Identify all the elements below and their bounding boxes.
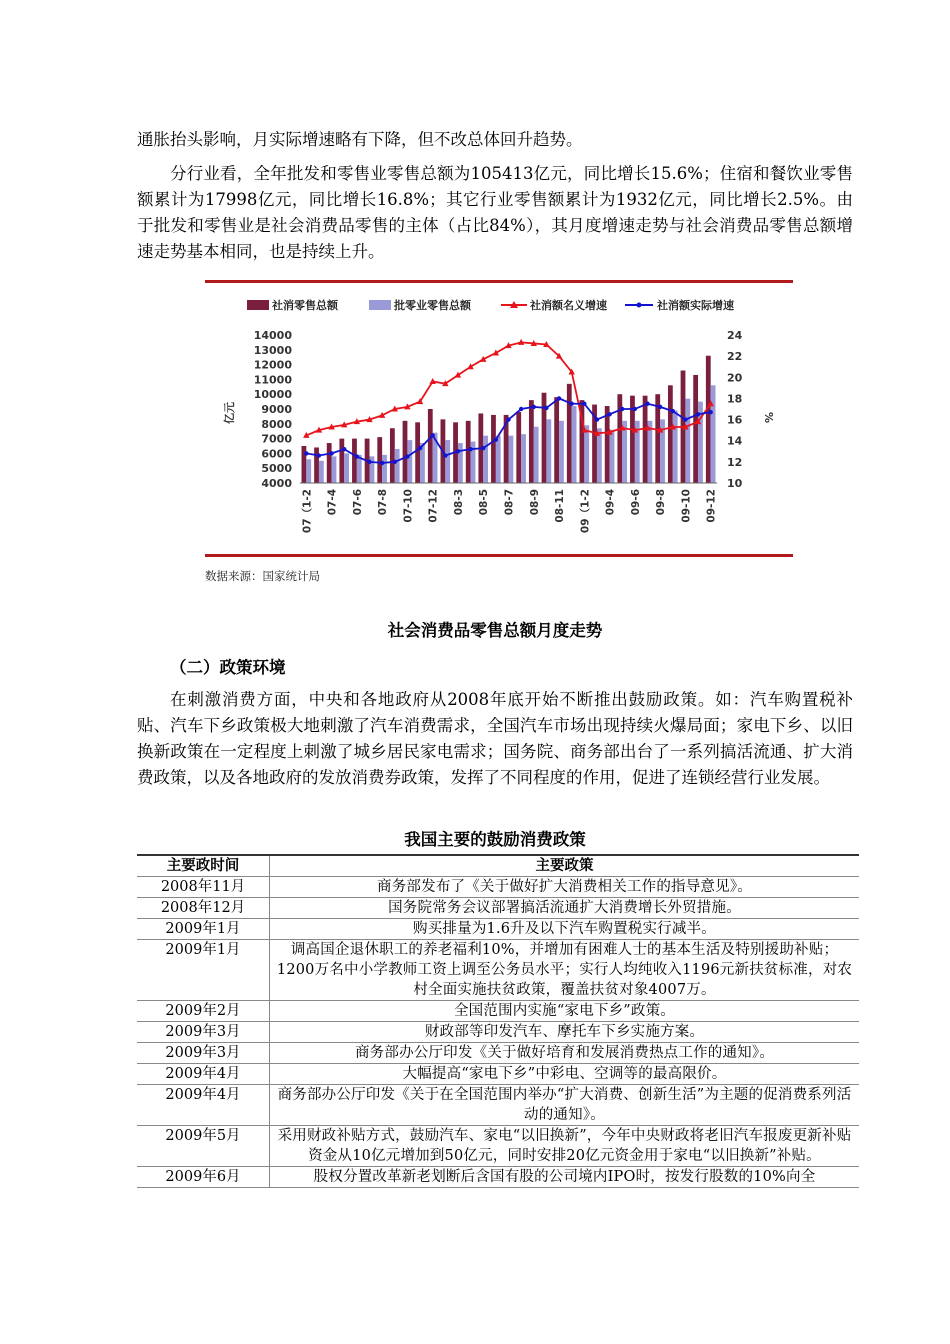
row-policy: 商务部办公厅印发《关于在全国范围内举办“扩大消费、创新生活”为主题的促消费系列活动的通知》。: [270, 1085, 860, 1126]
real-growth-point: [557, 396, 561, 400]
table-row: [137, 1167, 859, 1188]
x-tick-label: 08-5: [478, 489, 491, 516]
bar-total-retail: [403, 421, 408, 483]
bar-wholesale-retail: [458, 443, 463, 483]
real-growth-point: [582, 402, 586, 406]
bar-total-retail: [693, 375, 698, 483]
real-growth-point: [393, 460, 397, 464]
real-growth-point: [329, 451, 333, 455]
bar-total-retail: [567, 384, 572, 483]
real-growth-point: [494, 437, 498, 441]
legend-label-total: 社消零售总额: [272, 299, 338, 312]
table-row: [137, 919, 859, 940]
bar-wholesale-retail: [496, 436, 501, 483]
real-growth-point: [481, 446, 485, 450]
table-header-row: [137, 855, 859, 877]
bar-wholesale-retail: [584, 425, 589, 483]
bar-total-retail: [643, 396, 648, 483]
y-left-tick-label: 13000: [253, 343, 292, 357]
x-tick-label: 09-6: [629, 489, 642, 516]
chart-legend: [247, 298, 734, 312]
table-row: [137, 1001, 859, 1022]
real-growth-point: [658, 405, 662, 409]
bar-wholesale-retail: [534, 427, 539, 483]
policy-table: [137, 854, 859, 1188]
real-growth-point: [633, 407, 637, 411]
real-growth-point: [506, 417, 510, 421]
real-growth-point: [430, 433, 434, 437]
x-tick-label: 08-3: [452, 489, 465, 516]
x-tick-label: 07-10: [402, 489, 415, 523]
bar-total-retail: [415, 422, 420, 483]
retail-sales-chart: [205, 284, 795, 554]
row-policy: 全国范围内实施“家电下乡”政策。: [270, 1001, 860, 1022]
chart-caption: 社会消费品零售总额月度走势: [387, 621, 603, 640]
x-tick-label: 09（1-2: [579, 489, 592, 534]
y-left-tick-label: 14000: [253, 329, 292, 342]
bar-total-retail: [668, 385, 673, 483]
y-left-tick-label: 10000: [253, 388, 292, 402]
bar-total-retail: [491, 415, 496, 483]
bar-total-retail: [428, 409, 433, 483]
bar-wholesale-retail: [597, 428, 602, 483]
x-tick-label: 07-12: [427, 489, 440, 523]
y-left-tick-label: 7000: [261, 432, 292, 446]
row-date: 2009年4月: [137, 1064, 270, 1085]
row-policy: 调高国企退休职工的养老福利10%，并增加有困难人士的基本生活及特别援助补贴；1200万名中小学教师工资上调至公务员水平；实行人均纯收入1196元新扶贫标准，对农村全面实施扶贫政策，覆盖扶贫对象4007万。: [270, 940, 860, 1001]
row-policy: 商务部发布了《关于做好扩大消费相关工作的指导意见》。: [270, 877, 860, 898]
bar-wholesale-retail: [610, 430, 615, 483]
legend-swatch-total: [247, 300, 269, 310]
bar-wholesale-retail: [382, 455, 387, 483]
bar-total-retail: [339, 439, 344, 483]
row-date: 2008年12月: [137, 898, 270, 919]
row-policy: 股权分置改革新老划断后含国有股的公司境内IPO时，按发行股数的10%向全: [270, 1167, 860, 1188]
x-tick-label: 08-7: [503, 489, 516, 516]
real-growth-point: [519, 407, 523, 411]
row-date: 2009年6月: [137, 1167, 270, 1188]
real-growth-point: [569, 402, 573, 406]
section-heading: （二）政策环境: [170, 658, 286, 677]
real-growth-point: [456, 449, 460, 453]
bar-wholesale-retail: [509, 436, 514, 483]
real-growth-point: [645, 402, 649, 406]
x-tick-label: 09-12: [705, 489, 718, 523]
bar-wholesale-retail: [685, 399, 690, 483]
y-left-tick-label: 9000: [261, 403, 292, 416]
row-policy: 采用财政补贴方式，鼓励汽车、家电“以旧换新”，今年中央财政将老旧汽车报废更新补贴资金从10亿元增加到50亿元，同时安排20亿元资金用于家电“以旧换新”补贴。: [270, 1126, 860, 1167]
bar-total-retail: [554, 397, 559, 483]
row-policy: 购买排量为1.6升及以下汽车购置税实行减半。: [270, 919, 860, 940]
table-row: [137, 877, 859, 898]
real-growth-point: [595, 417, 599, 421]
table-row: [137, 1022, 859, 1043]
row-date: 2009年4月: [137, 1085, 270, 1126]
legend-label-wholesale: 批零业零售总额: [394, 299, 471, 312]
x-tick-label: 09-10: [680, 489, 693, 523]
bar-wholesale-retail: [445, 440, 450, 483]
legend-swatch-wholesale: [369, 300, 391, 310]
row-date: 2009年3月: [137, 1022, 270, 1043]
bar-wholesale-retail: [521, 434, 526, 483]
legend-marker-real: [637, 303, 642, 308]
bar-wholesale-retail: [344, 453, 349, 483]
chart-bottom-rule: [205, 554, 793, 557]
table-row: [137, 1085, 859, 1126]
legend-label-real: 社消额实际增速: [657, 299, 734, 312]
paragraph-intro: 通胀抬头影响，月实际增速略有下降，但不改总体回升趋势。: [137, 130, 583, 149]
bar-wholesale-retail: [407, 440, 412, 483]
x-tick-label: 07（1-2: [301, 489, 314, 534]
paragraph-policy-environment: 在刺激消费方面，中央和各地政府从2008年底开始不断推出鼓励政策。如：汽车购置税补贴、汽车下乡政策极大地刺激了汽车消费需求，全国汽车市场出现持续火爆局面；家电下乡、以旧换新政策在一定程度上刺激了城乡居民家电需求；国务院、商务部出台了一系列搞活流通、扩大消费政策，以及各地政府的发放消费券政策，发挥了不同程度的作用，促进了连锁经营行业发展。: [137, 690, 853, 787]
table-row: [137, 1064, 859, 1085]
x-tick-label: 08-11: [554, 489, 567, 523]
bar-total-retail: [529, 400, 534, 483]
y-right-tick-label: 24: [727, 329, 743, 342]
y-right-tick-label: 22: [727, 350, 743, 364]
real-growth-point: [468, 447, 472, 451]
x-tick-label: 08-9: [528, 489, 541, 516]
row-date: 2009年3月: [137, 1043, 270, 1064]
header-date: 主要政时间: [137, 855, 270, 877]
chart-top-rule: [205, 280, 793, 283]
real-growth-point: [405, 454, 409, 458]
real-growth-point: [342, 447, 346, 451]
row-policy: 国务院常务会议部署搞活流通扩大消费增长外贸措施。: [270, 898, 860, 919]
header-policy: 主要政策: [270, 855, 860, 877]
x-tick-label: 09-4: [604, 489, 617, 516]
table-row: [137, 898, 859, 919]
row-date: 2009年5月: [137, 1126, 270, 1167]
y-left-tick-label: 8000: [261, 417, 292, 431]
real-growth-point: [317, 453, 321, 457]
y-left-axis-title: 亿元: [223, 402, 236, 424]
table-row: [137, 1043, 859, 1064]
bar-wholesale-retail: [395, 449, 400, 483]
bar-wholesale-retail: [711, 385, 716, 483]
y-left-tick-label: 4000: [261, 477, 292, 490]
table-caption: 我国主要的鼓励消费政策: [404, 830, 586, 849]
real-growth-point: [683, 417, 687, 421]
chart-source-note: 数据来源：国家统计局: [205, 569, 320, 583]
y-left-tick-label: 11000: [253, 373, 292, 387]
paragraph-industry-analysis: 分行业看，全年批发和零售业零售总额为105413亿元，同比增长15.6%；住宿和餐饮业零售额累计为17998亿元，同比增长16.8%；其它行业零售额累计为1932亿元，同比增长2.5%。由于批发和零售业是社会消费品零售的主体（占比84%），其月度增速走势与社会消费品零售总额增速走势基本相同，也是持续上升。: [137, 164, 853, 261]
row-date: 2009年2月: [137, 1001, 270, 1022]
real-growth-point: [418, 446, 422, 450]
bar-total-retail: [314, 447, 319, 483]
x-tick-label: 07-6: [351, 489, 364, 516]
row-date: 2009年1月: [137, 940, 270, 1001]
row-policy: 商务部办公厅印发《关于做好培育和发展消费热点工作的通知》。: [270, 1043, 860, 1064]
y-right-tick-label: 14: [727, 434, 743, 448]
bar-total-retail: [605, 406, 610, 483]
real-growth-point: [304, 451, 308, 455]
real-growth-point: [380, 461, 384, 465]
real-growth-point: [443, 453, 447, 457]
bar-wholesale-retail: [673, 410, 678, 483]
row-date: 2009年1月: [137, 919, 270, 940]
y-left-tick-label: 6000: [261, 447, 292, 461]
real-growth-point: [532, 405, 536, 409]
x-tick-label: 09-8: [655, 489, 668, 516]
x-tick-label: 07-8: [377, 489, 390, 516]
bar-total-retail: [377, 437, 382, 483]
bar-wholesale-retail: [332, 456, 337, 483]
bar-wholesale-retail: [306, 459, 311, 483]
bar-wholesale-retail: [319, 461, 324, 483]
y-left-tick-label: 5000: [261, 462, 292, 476]
bar-total-retail: [516, 412, 521, 483]
bar-total-retail: [466, 421, 471, 483]
bar-wholesale-retail: [483, 436, 488, 483]
bar-total-retail: [352, 439, 357, 483]
bar-wholesale-retail: [546, 419, 551, 483]
real-growth-point: [607, 412, 611, 416]
table-row: [137, 1126, 859, 1167]
y-left-tick-label: 12000: [253, 358, 292, 372]
real-growth-point: [367, 460, 371, 464]
real-growth-point: [671, 409, 675, 413]
real-growth-point: [544, 406, 548, 410]
table-row: [137, 940, 859, 1001]
bar-wholesale-retail: [559, 421, 564, 483]
y-right-tick-label: 20: [727, 371, 743, 385]
y-right-tick-label: 12: [727, 455, 743, 469]
bar-total-retail: [390, 428, 395, 483]
bar-total-retail: [706, 356, 711, 483]
x-tick-label: 07-4: [326, 489, 339, 516]
bar-total-retail: [327, 443, 332, 483]
y-right-tick-label: 16: [727, 413, 743, 427]
legend-label-nominal: 社消额名义增速: [530, 299, 607, 312]
real-growth-point: [620, 407, 624, 411]
row-policy: 大幅提高“家电下乡”中彩电、空调等的最高限价。: [270, 1064, 860, 1085]
bar-wholesale-retail: [572, 406, 577, 483]
row-policy: 财政部等印发汽车、摩托车下乡实施方案。: [270, 1022, 860, 1043]
real-growth-point: [696, 412, 700, 416]
row-date: 2008年11月: [137, 877, 270, 898]
y-right-tick-label: 18: [727, 392, 743, 406]
real-growth-point: [355, 454, 359, 458]
real-growth-point: [708, 410, 712, 414]
y-right-axis-title: %: [762, 412, 775, 424]
y-right-tick-label: 10: [727, 477, 743, 490]
